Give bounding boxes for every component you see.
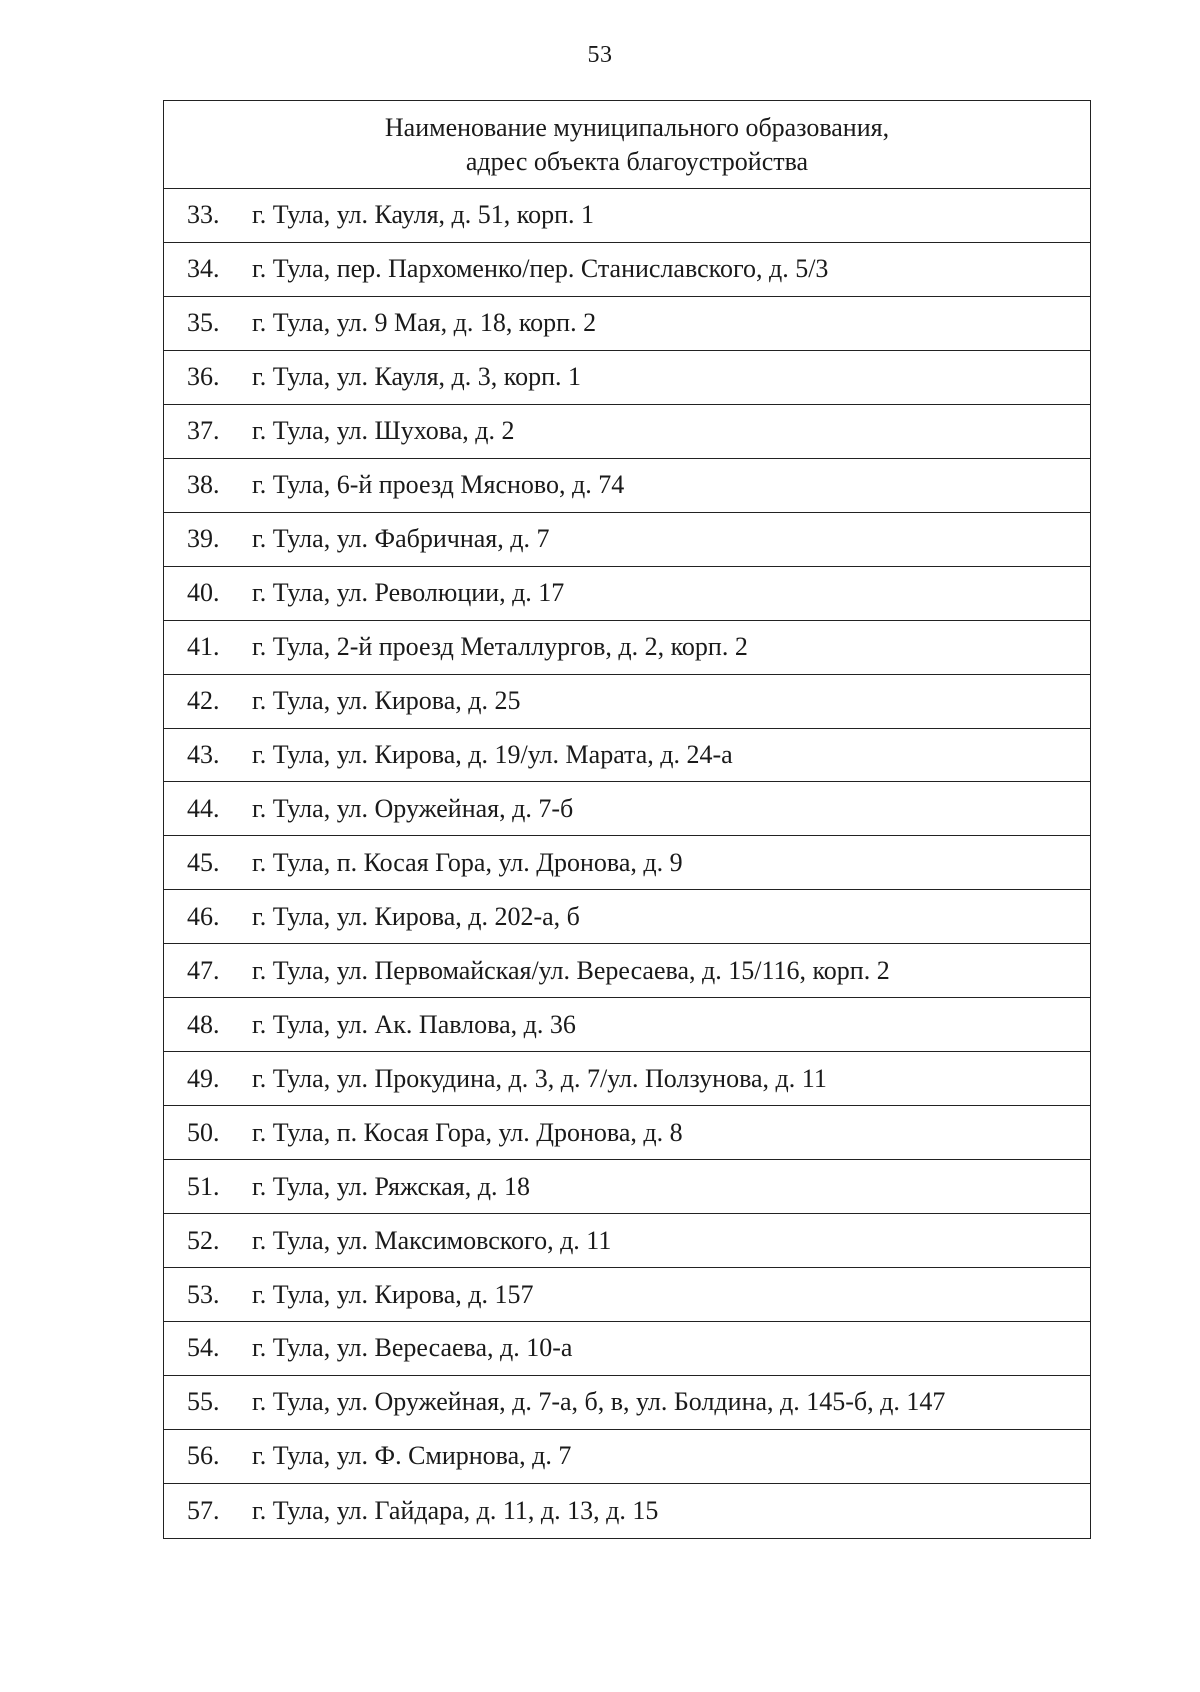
table-row <box>164 1484 1090 1538</box>
table-row <box>164 998 1090 1052</box>
row-number: 37. <box>187 416 220 446</box>
row-address: г. Тула, ул. Ак. Павлова, д. 36 <box>252 1009 576 1039</box>
row-address: г. Тула, ул. Кауля, д. 51, корп. 1 <box>252 200 594 230</box>
row-number: 54. <box>187 1333 220 1363</box>
table-row <box>164 243 1090 297</box>
page-number: 53 <box>587 42 613 68</box>
row-number: 56. <box>187 1441 220 1471</box>
row-address: г. Тула, ул. Максимовского, д. 11 <box>252 1225 612 1255</box>
row-number: 41. <box>187 632 220 662</box>
table-row <box>164 1160 1090 1214</box>
row-address: г. Тула, п. Косая Гора, ул. Дронова, д. 9 <box>252 847 683 877</box>
table-row <box>164 1268 1090 1322</box>
table-row <box>164 621 1090 675</box>
row-address: г. Тула, ул. Гайдара, д. 11, д. 13, д. 15 <box>252 1495 659 1525</box>
row-address: г. Тула, ул. Ф. Смирнова, д. 7 <box>252 1441 572 1471</box>
table-row <box>164 513 1090 567</box>
table-row <box>164 1322 1090 1376</box>
table-row <box>164 1214 1090 1268</box>
row-address: г. Тула, ул. Оружейная, д. 7-б <box>252 793 574 823</box>
table-row <box>164 729 1090 783</box>
row-number: 51. <box>187 1171 220 1201</box>
row-number: 39. <box>187 524 220 554</box>
row-number: 53. <box>187 1279 220 1309</box>
table-row <box>164 890 1090 944</box>
row-address: г. Тула, ул. 9 Мая, д. 18, корп. 2 <box>252 308 597 338</box>
row-address: г. Тула, ул. Прокудина, д. 3, д. 7/ул. Ползунова, д. 11 <box>252 1063 827 1093</box>
table-header-line-2: адрес объекта благоустройства <box>465 146 809 176</box>
row-number: 44. <box>187 793 220 823</box>
table-row <box>164 836 1090 890</box>
row-address: г. Тула, ул. Революции, д. 17 <box>252 578 565 608</box>
row-number: 52. <box>187 1225 220 1255</box>
row-address: г. Тула, ул. Кирова, д. 202-а, б <box>252 901 580 931</box>
row-number: 40. <box>187 578 220 608</box>
table-row <box>164 1106 1090 1160</box>
table-row <box>164 1376 1090 1430</box>
row-number: 50. <box>187 1117 220 1147</box>
table-row <box>164 567 1090 621</box>
row-address: г. Тула, ул. Шухова, д. 2 <box>252 416 515 446</box>
row-number: 55. <box>187 1387 220 1417</box>
table-row <box>164 1430 1090 1484</box>
row-address: г. Тула, пер. Пархоменко/пер. Станиславского, д. 5/3 <box>252 254 829 284</box>
row-number: 57. <box>187 1495 220 1525</box>
row-address: г. Тула, ул. Фабричная, д. 7 <box>252 524 550 554</box>
table-row <box>164 297 1090 351</box>
row-number: 34. <box>187 254 220 284</box>
row-number: 43. <box>187 740 220 769</box>
row-number: 38. <box>187 470 220 500</box>
table-header <box>164 101 1090 189</box>
row-address: г. Тула, п. Косая Гора, ул. Дронова, д. 8 <box>252 1117 683 1147</box>
table-row <box>164 189 1090 243</box>
row-address: г. Тула, 2-й проезд Металлургов, д. 2, корп. 2 <box>252 632 748 662</box>
table-row <box>164 459 1090 513</box>
row-address: г. Тула, ул. Кауля, д. 3, корп. 1 <box>252 362 581 392</box>
row-number: 45. <box>187 847 220 877</box>
row-address: г. Тула, ул. Вересаева, д. 10-а <box>252 1333 573 1363</box>
row-number: 49. <box>187 1063 220 1093</box>
table-row <box>164 675 1090 729</box>
row-number: 35. <box>187 308 220 338</box>
row-number: 42. <box>187 686 220 716</box>
row-number: 48. <box>187 1009 220 1039</box>
address-table <box>163 100 1091 1539</box>
row-address: г. Тула, ул. Кирова, д. 19/ул. Марата, д. 24-а <box>252 740 733 769</box>
table-row <box>164 782 1090 836</box>
table-header-line-1: Наименование муниципального образования, <box>384 112 890 142</box>
table-row <box>164 405 1090 459</box>
table-row <box>164 351 1090 405</box>
row-number: 46. <box>187 901 220 931</box>
table-row <box>164 944 1090 998</box>
row-number: 36. <box>187 362 220 392</box>
row-address: г. Тула, 6-й проезд Мясново, д. 74 <box>252 470 625 500</box>
row-number: 33. <box>187 200 220 230</box>
row-address: г. Тула, ул. Оружейная, д. 7-а, б, в, ул. Болдина, д. 145-б, д. 147 <box>252 1387 946 1417</box>
row-address: г. Тула, ул. Кирова, д. 157 <box>252 1279 534 1309</box>
row-address: г. Тула, ул. Первомайская/ул. Вересаева, д. 15/116, корп. 2 <box>252 955 890 985</box>
row-number: 47. <box>187 955 220 985</box>
row-address: г. Тула, ул. Кирова, д. 25 <box>252 686 521 716</box>
table-row <box>164 1052 1090 1106</box>
row-address: г. Тула, ул. Ряжская, д. 18 <box>252 1171 530 1201</box>
